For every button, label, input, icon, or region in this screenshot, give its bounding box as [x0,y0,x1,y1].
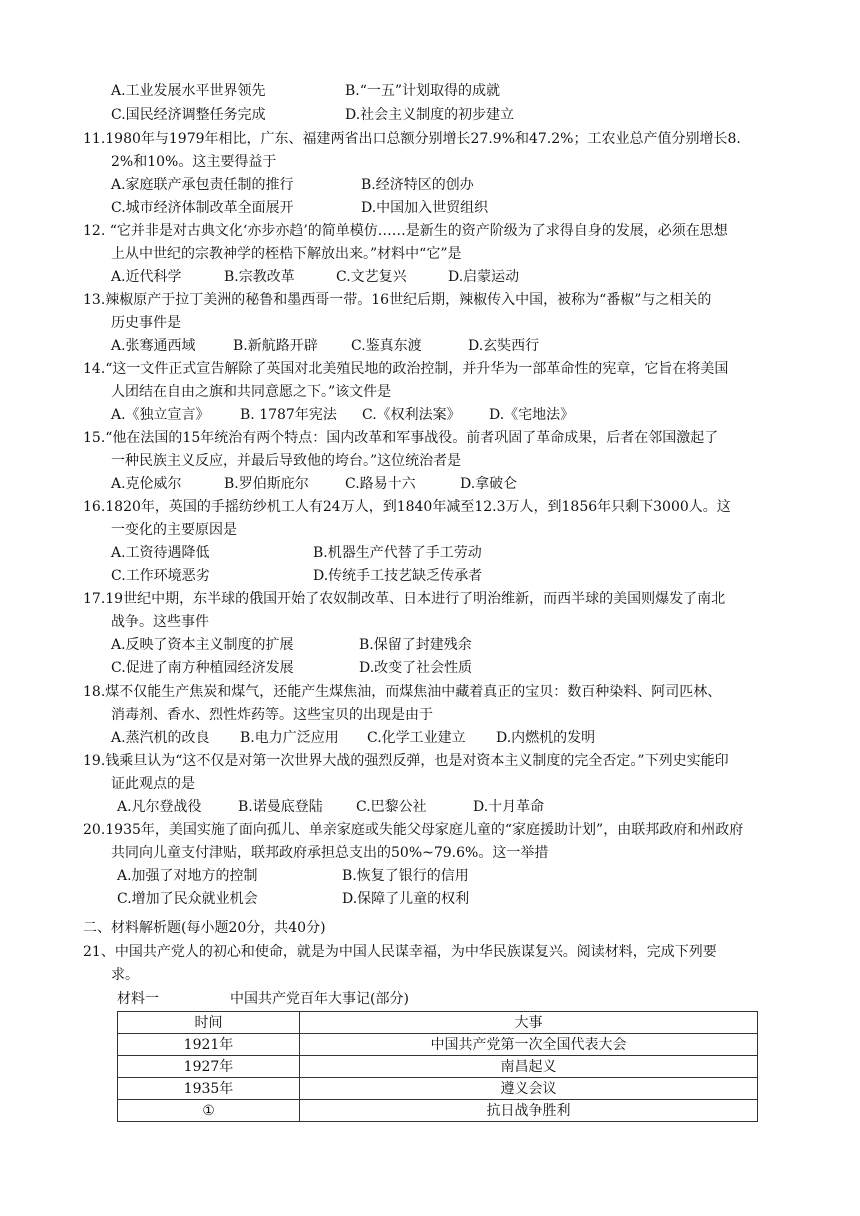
q20-option-a: A.加强了对地方的控制 [117,868,258,884]
table-cell-time: ① [118,1100,300,1122]
q20-stem-line2: 共同向儿童支付津贴，联邦政府承担总支出的50%~79.6%。这一举措 [111,845,549,861]
q20-option-c: C.增加了民众就业机会 [117,891,258,907]
q14-option-d: D.《宅地法》 [489,407,575,423]
q20-option-d: D.保障了儿童的权利 [342,891,470,907]
table-row [118,1100,758,1122]
q14-option-b: B. 1787年宪法 [240,407,337,423]
q15-stem-line2: 一种民族主义反应，并最后导致他的垮台。”这位统治者是 [111,453,462,469]
q15-stem-line1: 15.“他在法国的15年统治有两个特点：国内改革和军事战役。前者巩固了革命成果，后者在邻国激起了 [83,430,719,446]
q17-option-b: B.保留了封建残余 [359,637,472,653]
q13-option-c: C.鉴真东渡 [351,338,422,354]
q16-option-c: C.工作环境恶劣 [111,568,210,584]
q15-option-b: B.罗伯斯庇尔 [224,476,309,492]
events-table [117,1011,758,1122]
table-row [118,1078,758,1100]
table-cell-event: 抗日战争胜利 [300,1100,758,1122]
q10-option-d: D.社会主义制度的初步建立 [345,107,515,123]
q15-option-a: A.克伦威尔 [111,476,182,492]
q14-stem-line2: 人团结在自由之旗和共同意愿之下。”该文件是 [111,384,392,400]
q12-option-d: D.启蒙运动 [448,269,520,285]
table-cell-time: 1927年 [118,1056,300,1078]
q11-option-a: A.家庭联产承包责任制的推行 [111,177,294,193]
q19-stem-line1: 19.钱乘旦认为“这不仅是对第一次世界大战的强烈反弹，也是对资本主义制度的完全否定。”下列史实能印 [83,753,729,769]
q18-option-d: D.内燃机的发明 [496,730,596,746]
q21-stem-line2: 求。 [111,967,139,983]
q17-stem-line2: 战争。这些事件 [111,614,209,630]
q18-stem-line2: 消毒剂、香水、烈性炸药等。这些宝贝的出现是由于 [111,707,433,723]
q15-option-d: D.拿破仑 [460,476,518,492]
q11-option-c: C.城市经济体制改革全面展开 [111,200,294,216]
q17-option-d: D.改变了社会性质 [359,660,473,676]
q13-stem-line1: 13.辣椒原产于拉丁美洲的秘鲁和墨西哥一带。16世纪后期，辣椒传入中国，被称为“番椒”与之相关的 [83,292,712,308]
q18-stem-line1: 18.煤不仅能生产焦炭和煤气，还能产生煤焦油，而煤焦油中藏着真正的宝贝：数百种染料、阿司匹林、 [83,684,722,700]
q18-option-b: B.电力广泛应用 [240,730,339,746]
table-header-time: 时间 [118,1012,300,1034]
q11-stem-line2: 2%和10%。这主要得益于 [111,154,277,170]
q20-option-b: B.恢复了银行的信用 [342,868,469,884]
q14-option-c: C.《权利法案》 [362,407,461,423]
q12-option-b: B.宗教改革 [224,269,295,285]
q11-option-b: B.经济特区的创办 [361,177,474,193]
table-cell-event: 中国共产党第一次全国代表大会 [300,1034,758,1056]
q13-stem-line2: 历史事件是 [111,315,181,331]
q20-stem-line1: 20.1935年，美国实施了面向孤儿、单亲家庭或失能父母家庭儿童的“家庭援助计划”，由联邦政府和州政府 [83,822,744,838]
q18-option-c: C.化学工业建立 [367,730,466,746]
q16-option-b: B.机器生产代替了手工劳动 [313,545,482,561]
q11-option-d: D.中国加入世贸组织 [361,200,489,216]
q16-option-d: D.传统手工技艺缺乏传承者 [313,568,483,584]
table-row [118,1034,758,1056]
section-heading: 二、材料解析题(每小题20分，共40分) [83,920,326,936]
q16-stem-line1: 16.1820年，英国的手摇纺纱机工人有24万人，到1840年减至12.3万人，到1856年只剩下3000人。这 [83,499,731,515]
q19-option-b: B.诺曼底登陆 [238,799,323,815]
q19-option-d: D.十月革命 [473,799,545,815]
q12-stem-line2: 上从中世纪的宗教神学的桎梏下解放出来。”材料中“它”是 [111,246,462,262]
q17-stem-line1: 17.19世纪中期，东半球的俄国开始了农奴制改革、日本进行了明治维新，而西半球的美国则爆发了南北 [83,591,726,607]
table-cell-event: 南昌起义 [300,1056,758,1078]
table-cell-time: 1935年 [118,1078,300,1100]
q12-option-c: C.文艺复兴 [336,269,407,285]
q13-option-d: D.玄奘西行 [468,338,540,354]
material-label: 材料一 [117,991,159,1007]
q16-option-a: A.工资待遇降低 [111,545,210,561]
q10-option-b: B.“一五”计划取得的成就 [345,83,501,99]
q13-option-a: A.张骞通西域 [111,338,196,354]
q19-option-c: C.巴黎公社 [356,799,427,815]
q14-stem-line1: 14.“这一文件正式宣告解除了英国对北美殖民地的政治控制，并升华为一部革命性的宪章，它旨在将美国 [83,361,729,377]
q12-stem-line1: 12. “它并非是对古典文化‘亦步亦趋’的简单模仿……是新生的资产阶级为了求得自身的发展，必须在思想 [83,223,728,239]
table-cell-time: 1921年 [118,1034,300,1056]
q17-option-a: A.反映了资本主义制度的扩展 [111,637,294,653]
q17-option-c: C.促进了南方种植园经济发展 [111,660,294,676]
q19-option-a: A.凡尔登战役 [117,799,202,815]
q16-stem-line2: 一变化的主要原因是 [111,522,237,538]
table-row [118,1056,758,1078]
q10-option-c: C.国民经济调整任务完成 [111,107,266,123]
q13-option-b: B.新航路开辟 [233,338,318,354]
q15-option-c: C.路易十六 [345,476,416,492]
material-title: 中国共产党百年大事记(部分) [230,991,409,1007]
q10-option-a: A.工业发展水平世界领先 [111,83,266,99]
table-header-row [118,1012,758,1034]
q11-stem-line1: 11.1980年与1979年相比，广东、福建两省出口总额分别增长27.9%和47.2%；工农业总产值分别增长8. [83,131,741,147]
q14-option-a: A.《独立宣言》 [111,407,210,423]
q21-stem-line1: 21、中国共产党人的初心和使命，就是为中国人民谋幸福，为中华民族谋复兴。阅读材料，完成下列要 [83,944,717,960]
table-cell-event: 遵义会议 [300,1078,758,1100]
q18-option-a: A.蒸汽机的改良 [111,730,210,746]
q19-stem-line2: 证此观点的是 [111,776,195,792]
table-header-event: 大事 [300,1012,758,1034]
q12-option-a: A.近代科学 [111,269,182,285]
